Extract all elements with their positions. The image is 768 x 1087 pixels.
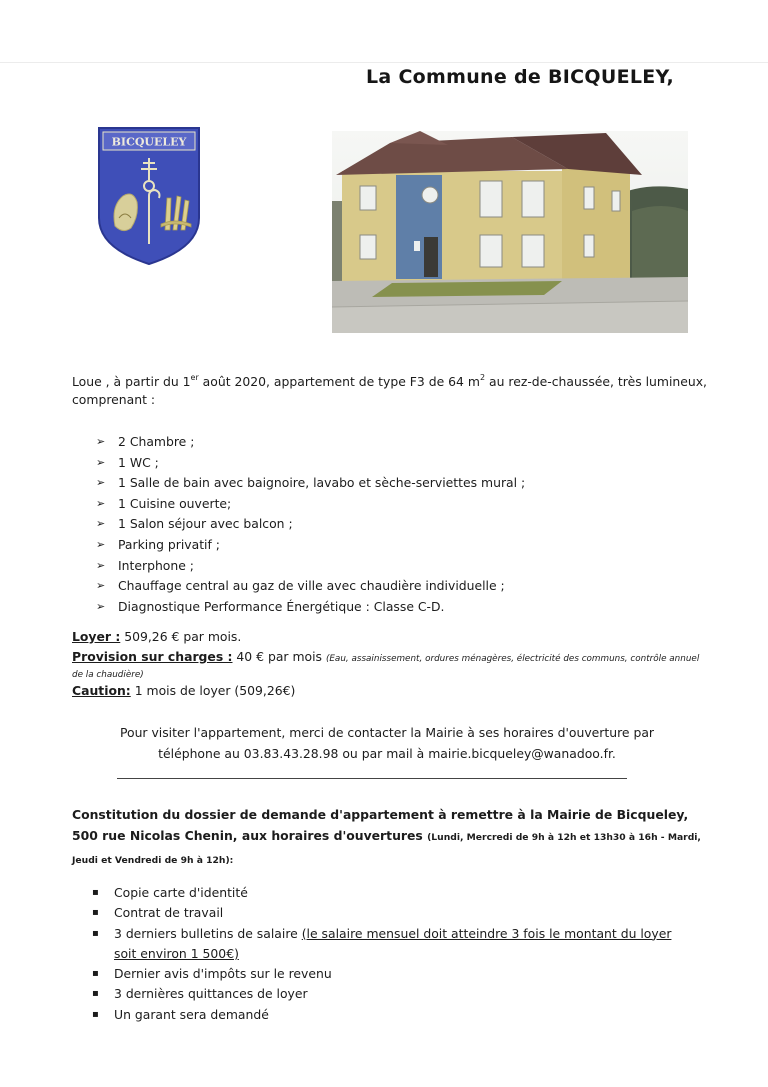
list-item: ➢ 1 Salon séjour avec balcon ; (96, 514, 525, 535)
square-bullet-icon: ▪ (92, 927, 99, 939)
list-item: ➢ 1 WC ; (96, 453, 525, 474)
rent-label: Loyer : (72, 629, 121, 644)
provision-line: Provision sur charges : 40 € par mois (Eau, assainissement, ordures ménagères, électricité des communs, contrôle annuel de la chaudière) (72, 649, 700, 680)
page-top-line (0, 62, 768, 63)
arrow-bullet-icon: ➢ (96, 579, 106, 593)
rent-line: Loyer : 509,26 € par mois. (72, 629, 242, 644)
office-hours: (Lundi, Mercredi de 9h à 12h et 13h30 à 16h - Mardi, Jeudi et Vendredi de 9h à 12h): (72, 832, 701, 866)
provision-label: Provision sur charges : (72, 649, 233, 664)
arrow-bullet-icon: ➢ (96, 496, 106, 510)
square-bullet-icon: ▪ (92, 1008, 99, 1020)
list-item: ▪ 3 dernières quittances de loyer (92, 984, 692, 1004)
list-item: ▪ 3 derniers bulletins de salaire (le salaire mensuel doit atteindre 3 fois le montant du loyer soit environ 1 500€) (92, 925, 672, 961)
square-bullet-icon: ▪ (92, 968, 99, 980)
list-item: ➢ Interphone ; (96, 556, 525, 577)
documents-list (92, 883, 692, 1025)
list-item: ▪ Dernier avis d'impôts sur le revenu (92, 964, 692, 984)
list-item: ▪ Un garant sera demandé (92, 1005, 692, 1025)
visit-paragraph: Pour visiter l'appartement, merci de contacter la Mairie à ses horaires d'ouverture par téléphone au 03.83.43.28.98 ou par mail à mairie.bicqueley@wanadoo.fr. (119, 725, 655, 761)
bicqueley-coat-of-arms (97, 126, 201, 266)
square-bullet-icon: ▪ (92, 907, 99, 919)
apartment-building-photo (332, 131, 688, 333)
list-item: ➢ Diagnostique Performance Énergétique : Classe C-D. (96, 597, 525, 618)
features-list (96, 432, 525, 617)
square-bullet-icon: ▪ (92, 887, 99, 898)
dossier-paragraph: Constitution du dossier de demande d'appartement à remettre à la Mairie de Bicqueley, 500 rue Nicolas Chenin, aux horaires d'ouvertures (Lundi, Mercredi de 9h à 12h et 13h30 à 16h - Mardi, Jeudi et Vendredi de 9h à 12h): (72, 807, 701, 866)
salary-requirement-note: (le salaire mensuel doit atteindre 3 fois le montant du loyer soit environ 1 500€) (114, 925, 672, 961)
arrow-bullet-icon: ➢ (96, 517, 106, 531)
arrow-bullet-icon: ➢ (96, 558, 106, 572)
section-divider (117, 778, 627, 779)
list-item: ▪ Contrat de travail (92, 903, 692, 923)
list-item: ➢ 1 Cuisine ouverte; (96, 494, 525, 515)
intro-paragraph: Loue , à partir du 1er août 2020, appartement de type F3 de 64 $m^2$ au rez-de-chaussée, très lumineux, comprenant : (72, 373, 708, 407)
caution-line: Caution: 1 mois de loyer (509,26€) (72, 683, 296, 698)
arrow-bullet-icon: ➢ (96, 455, 106, 469)
list-item: ➢ 1 Salle de bain avec baignoire, lavabo et sèche-serviettes mural ; (96, 473, 525, 494)
arrow-bullet-icon: ➢ (96, 537, 106, 551)
list-item: ➢ Chauffage central au gaz de ville avec chaudière individuelle ; (96, 576, 525, 597)
square-bullet-icon: ▪ (92, 988, 99, 1000)
provision-note: (Eau, assainissement, ordures ménagères, électricité des communs, contrôle annuel de la chaudière) (72, 654, 700, 680)
list-item: ▪ Copie carte d'identité (92, 883, 692, 903)
crest-banner-text: BICQUELEY (111, 135, 187, 149)
list-item: ➢ 2 Chambre ; (96, 432, 525, 453)
caution-label: Caution: (72, 683, 131, 698)
arrow-bullet-icon: ➢ (96, 435, 106, 448)
arrow-bullet-icon: ➢ (96, 599, 106, 613)
list-item: ➢ Parking privatif ; (96, 535, 525, 556)
arrow-bullet-icon: ➢ (96, 476, 106, 490)
page-title: La Commune de BICQUELEY, (366, 66, 674, 88)
